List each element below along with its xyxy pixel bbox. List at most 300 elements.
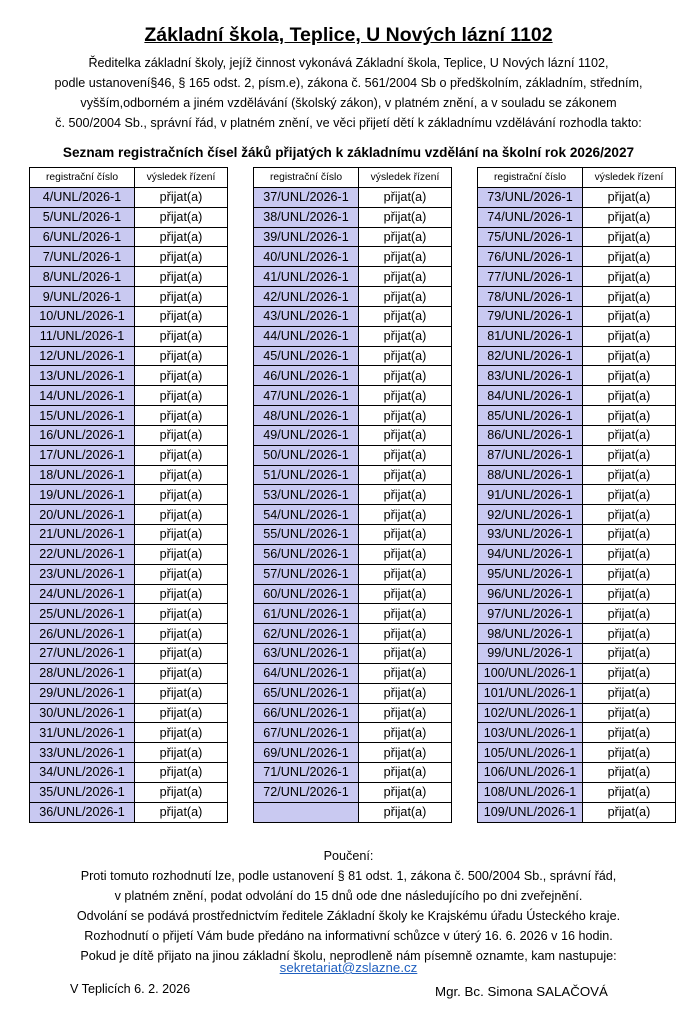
- registration-number: 92/UNL/2026-1: [478, 505, 583, 525]
- registration-number: 56/UNL/2026-1: [254, 544, 359, 564]
- table-row: [30, 227, 228, 247]
- result-cell: přijat(a): [359, 406, 452, 426]
- registration-number: 109/UNL/2026-1: [478, 802, 583, 822]
- registration-number: 76/UNL/2026-1: [478, 247, 583, 267]
- result-cell: přijat(a): [359, 188, 452, 208]
- registration-number: 47/UNL/2026-1: [254, 386, 359, 406]
- table-row: [30, 782, 228, 802]
- table-row: [30, 703, 228, 723]
- registration-number: 28/UNL/2026-1: [30, 663, 135, 683]
- result-cell: přijat(a): [583, 207, 676, 227]
- notice-section: [0, 846, 697, 966]
- table-row: [478, 406, 676, 426]
- result-cell: přijat(a): [135, 207, 228, 227]
- result-cell: přijat(a): [583, 584, 676, 604]
- table-row: [254, 366, 452, 386]
- table-row: [478, 604, 676, 624]
- registration-number: 55/UNL/2026-1: [254, 525, 359, 545]
- registration-number: 69/UNL/2026-1: [254, 743, 359, 763]
- registration-number: 23/UNL/2026-1: [30, 564, 135, 584]
- result-cell: přijat(a): [135, 604, 228, 624]
- result-cell: přijat(a): [135, 703, 228, 723]
- table-row: [254, 802, 452, 822]
- result-cell: přijat(a): [135, 763, 228, 783]
- result-cell: přijat(a): [359, 763, 452, 783]
- result-cell: přijat(a): [359, 624, 452, 644]
- table-row: [478, 663, 676, 683]
- registration-table-3: [477, 167, 676, 823]
- result-cell: přijat(a): [135, 366, 228, 386]
- registration-number: 91/UNL/2026-1: [478, 485, 583, 505]
- result-cell: přijat(a): [583, 624, 676, 644]
- table-row: [478, 743, 676, 763]
- result-cell: přijat(a): [135, 564, 228, 584]
- result-cell: přijat(a): [583, 683, 676, 703]
- registration-table-1: [29, 167, 228, 823]
- result-cell: přijat(a): [359, 604, 452, 624]
- table-row: [30, 386, 228, 406]
- registration-number: 20/UNL/2026-1: [30, 505, 135, 525]
- table-row: [478, 763, 676, 783]
- table-row: [254, 465, 452, 485]
- registration-number: 62/UNL/2026-1: [254, 624, 359, 644]
- registration-number: 36/UNL/2026-1: [30, 802, 135, 822]
- registration-number: 10/UNL/2026-1: [30, 306, 135, 326]
- registration-number: 48/UNL/2026-1: [254, 406, 359, 426]
- result-cell: přijat(a): [359, 445, 452, 465]
- registration-number: 67/UNL/2026-1: [254, 723, 359, 743]
- table-row: [30, 663, 228, 683]
- result-cell: přijat(a): [583, 703, 676, 723]
- table-row: [30, 743, 228, 763]
- registration-number: 75/UNL/2026-1: [478, 227, 583, 247]
- intro-paragraph: [40, 53, 657, 133]
- table-row: [478, 188, 676, 208]
- registration-number: 85/UNL/2026-1: [478, 406, 583, 426]
- registration-number: 46/UNL/2026-1: [254, 366, 359, 386]
- table-row: [478, 802, 676, 822]
- table-row: [30, 485, 228, 505]
- table-row: [478, 227, 676, 247]
- result-cell: přijat(a): [135, 386, 228, 406]
- registration-number: 100/UNL/2026-1: [478, 663, 583, 683]
- result-cell: přijat(a): [359, 743, 452, 763]
- table-row: [254, 386, 452, 406]
- registration-number: 97/UNL/2026-1: [478, 604, 583, 624]
- result-cell: přijat(a): [359, 703, 452, 723]
- registration-number: 25/UNL/2026-1: [30, 604, 135, 624]
- registration-number: 72/UNL/2026-1: [254, 782, 359, 802]
- registration-number: 63/UNL/2026-1: [254, 644, 359, 664]
- table-row: [254, 445, 452, 465]
- result-cell: přijat(a): [135, 802, 228, 822]
- result-cell: přijat(a): [135, 287, 228, 307]
- table-row: [254, 782, 452, 802]
- table-row: [254, 188, 452, 208]
- result-cell: přijat(a): [583, 663, 676, 683]
- registration-number: 7/UNL/2026-1: [30, 247, 135, 267]
- result-cell: přijat(a): [583, 782, 676, 802]
- table-row: [478, 683, 676, 703]
- table-row: [478, 703, 676, 723]
- table-row: [254, 326, 452, 346]
- table-row: [478, 445, 676, 465]
- result-cell: přijat(a): [583, 604, 676, 624]
- result-cell: přijat(a): [135, 624, 228, 644]
- table-row: [478, 584, 676, 604]
- registration-number: 99/UNL/2026-1: [478, 644, 583, 664]
- registration-number: 83/UNL/2026-1: [478, 366, 583, 386]
- registration-number: 42/UNL/2026-1: [254, 287, 359, 307]
- column-header-number: registrační číslo: [30, 168, 135, 188]
- notice-line: Proti tomuto rozhodnutí lze, podle ustanovení § 81 odst. 1, zákona č. 500/2004 Sb., správní řád,: [80, 869, 617, 883]
- registration-number: 15/UNL/2026-1: [30, 406, 135, 426]
- table-row: [478, 525, 676, 545]
- table-row: [254, 723, 452, 743]
- result-cell: přijat(a): [135, 267, 228, 287]
- registration-number: 87/UNL/2026-1: [478, 445, 583, 465]
- result-cell: přijat(a): [583, 763, 676, 783]
- table-row: [478, 723, 676, 743]
- registration-number: 82/UNL/2026-1: [478, 346, 583, 366]
- result-cell: přijat(a): [135, 723, 228, 743]
- result-cell: přijat(a): [583, 445, 676, 465]
- registration-number: 49/UNL/2026-1: [254, 425, 359, 445]
- table-row: [30, 306, 228, 326]
- notice-line: Rozhodnutí o přijetí Vám bude předáno na informativní schůzce v úterý 16. 6. 2026 v 16 hodin.: [84, 929, 613, 943]
- registration-number: 16/UNL/2026-1: [30, 425, 135, 445]
- registration-number: 95/UNL/2026-1: [478, 564, 583, 584]
- result-cell: přijat(a): [135, 683, 228, 703]
- registration-number: 35/UNL/2026-1: [30, 782, 135, 802]
- table-row: [30, 763, 228, 783]
- table-row: [254, 624, 452, 644]
- result-cell: přijat(a): [135, 306, 228, 326]
- result-cell: přijat(a): [583, 247, 676, 267]
- registration-number: 77/UNL/2026-1: [478, 267, 583, 287]
- registration-number: 81/UNL/2026-1: [478, 326, 583, 346]
- registration-number: 14/UNL/2026-1: [30, 386, 135, 406]
- result-cell: přijat(a): [359, 802, 452, 822]
- column-header-result: výsledek řízení: [135, 168, 228, 188]
- result-cell: přijat(a): [135, 584, 228, 604]
- table-row: [254, 683, 452, 703]
- registration-number: 53/UNL/2026-1: [254, 485, 359, 505]
- result-cell: přijat(a): [583, 366, 676, 386]
- result-cell: přijat(a): [359, 366, 452, 386]
- result-cell: přijat(a): [359, 683, 452, 703]
- result-cell: přijat(a): [583, 346, 676, 366]
- result-cell: přijat(a): [359, 207, 452, 227]
- table-row: [254, 406, 452, 426]
- registration-number: 31/UNL/2026-1: [30, 723, 135, 743]
- registration-number: 19/UNL/2026-1: [30, 485, 135, 505]
- registration-number: 66/UNL/2026-1: [254, 703, 359, 723]
- table-row: [478, 782, 676, 802]
- registration-number: 38/UNL/2026-1: [254, 207, 359, 227]
- result-cell: přijat(a): [583, 644, 676, 664]
- result-cell: přijat(a): [359, 287, 452, 307]
- registration-number: 51/UNL/2026-1: [254, 465, 359, 485]
- notice-line: Pokud je dítě přijato na jinou základní školu, neprodleně nám písemně oznamte, kam nastupuje:: [80, 949, 617, 963]
- table-row: [478, 287, 676, 307]
- result-cell: přijat(a): [135, 247, 228, 267]
- column-header-number: registrační číslo: [478, 168, 583, 188]
- result-cell: přijat(a): [135, 743, 228, 763]
- registration-number: 103/UNL/2026-1: [478, 723, 583, 743]
- registration-number: 18/UNL/2026-1: [30, 465, 135, 485]
- registration-number: 96/UNL/2026-1: [478, 584, 583, 604]
- registration-number: 8/UNL/2026-1: [30, 267, 135, 287]
- table-row: [478, 306, 676, 326]
- result-cell: přijat(a): [359, 386, 452, 406]
- email-link[interactable]: sekretariat@zslazne.cz: [279, 960, 418, 975]
- result-cell: přijat(a): [359, 544, 452, 564]
- registration-number: 33/UNL/2026-1: [30, 743, 135, 763]
- result-cell: přijat(a): [359, 644, 452, 664]
- result-cell: přijat(a): [135, 346, 228, 366]
- registration-number: 24/UNL/2026-1: [30, 584, 135, 604]
- table-row: [30, 544, 228, 564]
- table-row: [254, 644, 452, 664]
- registration-number: 61/UNL/2026-1: [254, 604, 359, 624]
- result-cell: přijat(a): [583, 386, 676, 406]
- registration-number: 93/UNL/2026-1: [478, 525, 583, 545]
- result-cell: přijat(a): [583, 485, 676, 505]
- registration-number: 79/UNL/2026-1: [478, 306, 583, 326]
- table-row: [254, 267, 452, 287]
- result-cell: přijat(a): [359, 227, 452, 247]
- result-cell: přijat(a): [359, 465, 452, 485]
- table-row: [254, 525, 452, 545]
- registration-number: 21/UNL/2026-1: [30, 525, 135, 545]
- registration-number: 29/UNL/2026-1: [30, 683, 135, 703]
- registration-number: 60/UNL/2026-1: [254, 584, 359, 604]
- table-row: [254, 207, 452, 227]
- table-row: [254, 564, 452, 584]
- registration-number: [254, 802, 359, 822]
- result-cell: přijat(a): [359, 346, 452, 366]
- result-cell: přijat(a): [583, 564, 676, 584]
- signature-name: Mgr. Bc. Simona SALAČOVÁ: [435, 984, 608, 999]
- registration-number: 13/UNL/2026-1: [30, 366, 135, 386]
- result-cell: přijat(a): [583, 188, 676, 208]
- table-row: [30, 188, 228, 208]
- table-row: [254, 505, 452, 525]
- result-cell: přijat(a): [359, 326, 452, 346]
- registration-number: 65/UNL/2026-1: [254, 683, 359, 703]
- result-cell: přijat(a): [583, 306, 676, 326]
- result-cell: přijat(a): [583, 227, 676, 247]
- result-cell: přijat(a): [135, 525, 228, 545]
- registration-number: 12/UNL/2026-1: [30, 346, 135, 366]
- registration-number: 45/UNL/2026-1: [254, 346, 359, 366]
- registration-number: 94/UNL/2026-1: [478, 544, 583, 564]
- result-cell: přijat(a): [583, 326, 676, 346]
- table-row: [254, 703, 452, 723]
- list-title: Seznam registračních čísel žáků přijatých k základnímu vzdělání na školní rok 2026/2027: [62, 145, 635, 160]
- registration-number: 22/UNL/2026-1: [30, 544, 135, 564]
- table-row: [478, 544, 676, 564]
- table-row: [30, 683, 228, 703]
- column-header-result: výsledek řízení: [359, 168, 452, 188]
- registration-number: 44/UNL/2026-1: [254, 326, 359, 346]
- intro-line: č. 500/2004 Sb., správní řád, v platném znění, ve věci přijetí dětí k základnímu vzdělávání rozhodla takto:: [55, 116, 642, 130]
- table-row: [30, 465, 228, 485]
- registration-number: 5/UNL/2026-1: [30, 207, 135, 227]
- result-cell: přijat(a): [583, 287, 676, 307]
- table-row: [30, 624, 228, 644]
- result-cell: přijat(a): [135, 465, 228, 485]
- table-row: [254, 485, 452, 505]
- intro-line: podle ustanovení§46, § 165 odst. 2, písm.e), zákona č. 561/2004 Sb o předškolním, základním, středním,: [54, 76, 643, 90]
- result-cell: přijat(a): [135, 425, 228, 445]
- result-cell: přijat(a): [583, 505, 676, 525]
- place-date: V Teplicích 6. 2. 2026: [70, 982, 191, 996]
- result-cell: přijat(a): [135, 485, 228, 505]
- result-cell: přijat(a): [135, 188, 228, 208]
- table-row: [254, 287, 452, 307]
- table-row: [478, 346, 676, 366]
- table-row: [478, 644, 676, 664]
- registration-number: 27/UNL/2026-1: [30, 644, 135, 664]
- table-row: [254, 306, 452, 326]
- table-row: [478, 505, 676, 525]
- result-cell: přijat(a): [359, 564, 452, 584]
- table-row: [254, 425, 452, 445]
- registration-number: 17/UNL/2026-1: [30, 445, 135, 465]
- registration-number: 26/UNL/2026-1: [30, 624, 135, 644]
- table-row: [254, 247, 452, 267]
- registration-number: 64/UNL/2026-1: [254, 663, 359, 683]
- result-cell: přijat(a): [135, 544, 228, 564]
- result-cell: přijat(a): [359, 723, 452, 743]
- registration-number: 6/UNL/2026-1: [30, 227, 135, 247]
- result-cell: přijat(a): [583, 406, 676, 426]
- result-cell: přijat(a): [359, 425, 452, 445]
- result-cell: přijat(a): [359, 584, 452, 604]
- registration-number: 84/UNL/2026-1: [478, 386, 583, 406]
- registration-number: 54/UNL/2026-1: [254, 505, 359, 525]
- table-row: [254, 584, 452, 604]
- table-row: [30, 207, 228, 227]
- table-row: [478, 564, 676, 584]
- table-row: [30, 425, 228, 445]
- registration-number: 78/UNL/2026-1: [478, 287, 583, 307]
- result-cell: přijat(a): [359, 505, 452, 525]
- result-cell: přijat(a): [135, 227, 228, 247]
- notice-line: v platném znění, podat odvolání do 15 dnů ode dne následujícího po dni zveřejnění.: [114, 889, 583, 903]
- registration-number: 108/UNL/2026-1: [478, 782, 583, 802]
- table-row: [478, 247, 676, 267]
- column-header-result: výsledek řízení: [583, 168, 676, 188]
- registration-number: 40/UNL/2026-1: [254, 247, 359, 267]
- intro-line: Ředitelka základní školy, jejíž činnost vykonává Základní škola, Teplice, U Nových lázní 1102,: [88, 56, 609, 70]
- result-cell: přijat(a): [359, 247, 452, 267]
- result-cell: přijat(a): [583, 802, 676, 822]
- table-row: [478, 624, 676, 644]
- registration-number: 98/UNL/2026-1: [478, 624, 583, 644]
- table-row: [30, 525, 228, 545]
- result-cell: přijat(a): [583, 425, 676, 445]
- result-cell: přijat(a): [135, 326, 228, 346]
- table-row: [478, 465, 676, 485]
- table-row: [478, 366, 676, 386]
- registration-number: 74/UNL/2026-1: [478, 207, 583, 227]
- registration-number: 86/UNL/2026-1: [478, 425, 583, 445]
- registration-number: 30/UNL/2026-1: [30, 703, 135, 723]
- registration-number: 102/UNL/2026-1: [478, 703, 583, 723]
- table-row: [254, 604, 452, 624]
- table-row: [30, 564, 228, 584]
- column-header-number: registrační číslo: [254, 168, 359, 188]
- result-cell: přijat(a): [359, 525, 452, 545]
- notice-heading: Poučení:: [323, 849, 374, 863]
- table-row: [30, 346, 228, 366]
- table-row: [478, 207, 676, 227]
- table-row: [254, 663, 452, 683]
- registration-number: 43/UNL/2026-1: [254, 306, 359, 326]
- result-cell: přijat(a): [135, 663, 228, 683]
- intro-line: vyšším,odborném a jiném vzdělávání (školský zákon), v platném znění, a v souladu se zákonem: [80, 96, 617, 110]
- table-row: [478, 267, 676, 287]
- table-row: [30, 604, 228, 624]
- result-cell: přijat(a): [359, 267, 452, 287]
- registration-number: 4/UNL/2026-1: [30, 188, 135, 208]
- table-row: [30, 287, 228, 307]
- registration-number: 106/UNL/2026-1: [478, 763, 583, 783]
- result-cell: přijat(a): [359, 306, 452, 326]
- registration-number: 39/UNL/2026-1: [254, 227, 359, 247]
- registration-number: 88/UNL/2026-1: [478, 465, 583, 485]
- result-cell: přijat(a): [135, 445, 228, 465]
- table-row: [478, 425, 676, 445]
- table-row: [30, 644, 228, 664]
- result-cell: přijat(a): [359, 485, 452, 505]
- registration-number: 57/UNL/2026-1: [254, 564, 359, 584]
- table-row: [254, 763, 452, 783]
- table-row: [30, 723, 228, 743]
- table-row: [254, 227, 452, 247]
- table-row: [30, 366, 228, 386]
- table-row: [254, 346, 452, 366]
- table-row: [30, 406, 228, 426]
- table-row: [254, 544, 452, 564]
- table-row: [30, 505, 228, 525]
- result-cell: přijat(a): [583, 743, 676, 763]
- table-row: [478, 326, 676, 346]
- registration-number: 105/UNL/2026-1: [478, 743, 583, 763]
- result-cell: přijat(a): [135, 505, 228, 525]
- result-cell: přijat(a): [359, 663, 452, 683]
- registration-number: 9/UNL/2026-1: [30, 287, 135, 307]
- registration-table-2: [253, 167, 452, 823]
- registration-number: 101/UNL/2026-1: [478, 683, 583, 703]
- registration-number: 50/UNL/2026-1: [254, 445, 359, 465]
- result-cell: přijat(a): [583, 525, 676, 545]
- registration-number: 73/UNL/2026-1: [478, 188, 583, 208]
- table-row: [478, 485, 676, 505]
- table-row: [30, 247, 228, 267]
- result-cell: přijat(a): [583, 723, 676, 743]
- registration-number: 41/UNL/2026-1: [254, 267, 359, 287]
- registration-number: 34/UNL/2026-1: [30, 763, 135, 783]
- table-row: [254, 743, 452, 763]
- registration-number: 37/UNL/2026-1: [254, 188, 359, 208]
- result-cell: přijat(a): [583, 267, 676, 287]
- registration-number: 11/UNL/2026-1: [30, 326, 135, 346]
- result-cell: přijat(a): [583, 465, 676, 485]
